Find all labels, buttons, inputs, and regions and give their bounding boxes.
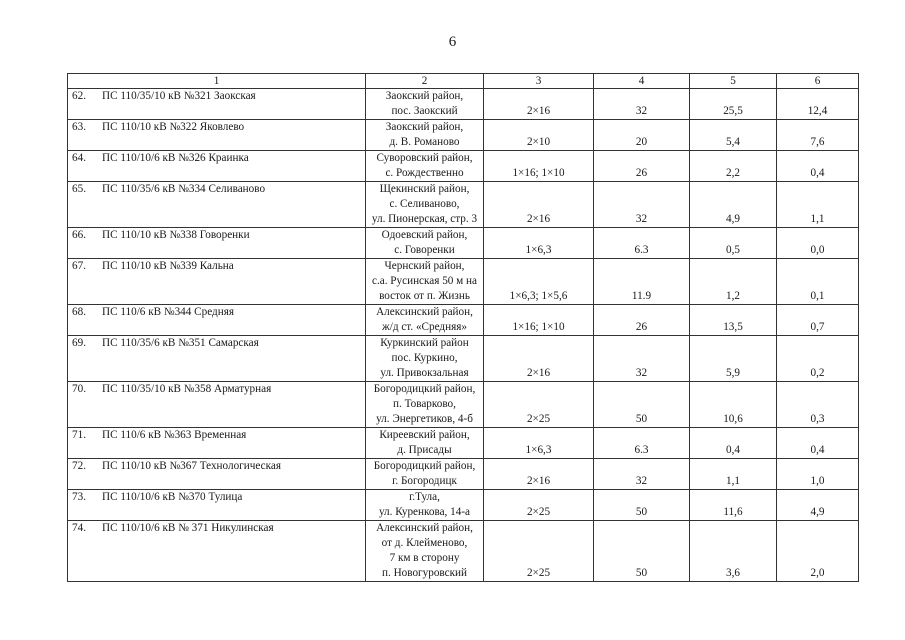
- value-cell-6: 0,3: [777, 382, 859, 428]
- table-row: [68, 428, 859, 459]
- row-number: 64.: [72, 152, 86, 164]
- location-line: ж/д ст. «Средняя»: [382, 321, 467, 333]
- location-cell: [366, 89, 484, 120]
- location-line: Алексинский район,: [376, 522, 473, 534]
- location-line: п. Новогуровский: [381, 567, 467, 579]
- value-cell-4: 26: [594, 151, 690, 182]
- location-line: с. Селиваново,: [389, 198, 460, 210]
- table-row: [68, 120, 859, 151]
- value-cell-5: 1,2: [690, 259, 777, 305]
- location-line: 7 км в сторону: [389, 552, 460, 564]
- value-cell-5: 3,6: [690, 521, 777, 582]
- location-line: д. В. Романово: [389, 136, 460, 148]
- column-header: 4: [594, 74, 690, 89]
- value-cell-4: 6.3: [594, 228, 690, 259]
- substation-name: ПС 110/6 кВ №344 Средняя: [102, 306, 234, 318]
- substation-name: ПС 110/35/6 кВ №351 Самарская: [102, 337, 259, 349]
- value-cell-3: 2×25: [484, 490, 594, 521]
- location-line: Одоевский район,: [381, 229, 468, 241]
- location-line: Богородицкий район,: [373, 460, 476, 472]
- row-number: 72.: [72, 460, 86, 472]
- location-cell: [366, 382, 484, 428]
- column-header: 5: [690, 74, 777, 89]
- table-row: [68, 521, 859, 582]
- value-cell-5: 2,2: [690, 151, 777, 182]
- value-cell-4: 32: [594, 182, 690, 228]
- location-line: пос. Куркино,: [391, 352, 458, 364]
- location-line: восток от п. Жизнь: [379, 290, 470, 302]
- table-row: [68, 151, 859, 182]
- location-cell: [366, 428, 484, 459]
- location-line: Чернский район,: [384, 260, 465, 272]
- row-number: 63.: [72, 121, 86, 133]
- value-cell-3: 2×16: [484, 336, 594, 382]
- value-cell-6: 4,9: [777, 490, 859, 521]
- column-header: 1: [68, 74, 366, 89]
- location-line: пос. Заокский: [391, 105, 458, 117]
- substation-cell: [68, 490, 366, 521]
- location-cell: [366, 228, 484, 259]
- value-cell-3: 1×16; 1×10: [484, 151, 594, 182]
- substation-name: ПС 110/6 кВ №363 Временная: [102, 429, 247, 441]
- table-row: [68, 490, 859, 521]
- substation-cell: [68, 89, 366, 120]
- value-cell-6: 0,7: [777, 305, 859, 336]
- location-cell: [366, 120, 484, 151]
- substation-name: ПС 110/10 кВ №339 Кальна: [102, 260, 234, 272]
- row-number: 66.: [72, 229, 86, 241]
- value-cell-3: 1×6,3: [484, 228, 594, 259]
- substation-name: ПС 110/35/10 кВ №321 Заокская: [102, 90, 256, 102]
- table-row: [68, 259, 859, 305]
- value-cell-5: 4,9: [690, 182, 777, 228]
- substation-cell: [68, 305, 366, 336]
- value-cell-6: 0,4: [777, 428, 859, 459]
- value-cell-4: 50: [594, 490, 690, 521]
- substation-cell: [68, 459, 366, 490]
- row-number: 70.: [72, 383, 86, 395]
- location-line: с.а. Русинская 50 м на: [371, 275, 478, 287]
- location-line: д. Присады: [397, 444, 452, 456]
- value-cell-6: 1,0: [777, 459, 859, 490]
- value-cell-3: 2×10: [484, 120, 594, 151]
- value-cell-5: 5,4: [690, 120, 777, 151]
- value-cell-4: 26: [594, 305, 690, 336]
- substation-cell: [68, 228, 366, 259]
- value-cell-6: 1,1: [777, 182, 859, 228]
- value-cell-5: 13,5: [690, 305, 777, 336]
- row-number: 65.: [72, 183, 86, 195]
- value-cell-3: 2×16: [484, 182, 594, 228]
- substation-name: ПС 110/10/6 кВ №326 Краинка: [102, 152, 249, 164]
- location-line: п. Товарково,: [393, 398, 456, 410]
- substation-cell: [68, 182, 366, 228]
- location-line: с. Говоренки: [394, 244, 455, 256]
- value-cell-4: 50: [594, 521, 690, 582]
- table-row: [68, 336, 859, 382]
- column-header: 2: [366, 74, 484, 89]
- table-row: [68, 382, 859, 428]
- location-cell: [366, 151, 484, 182]
- location-line: Куркинский район: [380, 337, 469, 349]
- row-number: 74.: [72, 522, 86, 534]
- substation-name: ПС 110/10 кВ №367 Технологическая: [102, 460, 281, 472]
- value-cell-5: 25,5: [690, 89, 777, 120]
- value-cell-5: 11,6: [690, 490, 777, 521]
- location-line: Щекинский район,: [379, 183, 470, 195]
- column-header: 3: [484, 74, 594, 89]
- table-row: [68, 89, 859, 120]
- substation-cell: [68, 428, 366, 459]
- value-cell-5: 1,1: [690, 459, 777, 490]
- column-header: 6: [777, 74, 859, 89]
- value-cell-5: 0,4: [690, 428, 777, 459]
- value-cell-4: 32: [594, 459, 690, 490]
- substation-cell: [68, 151, 366, 182]
- location-line: ул. Энергетиков, 4-б: [376, 413, 473, 425]
- location-line: г.Тула,: [409, 491, 440, 503]
- location-line: Заокский район,: [385, 121, 464, 133]
- substation-cell: [68, 521, 366, 582]
- value-cell-5: 0,5: [690, 228, 777, 259]
- value-cell-6: 0,0: [777, 228, 859, 259]
- location-line: от д. Клейменово,: [381, 537, 468, 549]
- value-cell-6: 0,2: [777, 336, 859, 382]
- value-cell-4: 32: [594, 89, 690, 120]
- value-cell-4: 32: [594, 336, 690, 382]
- page-number: 6: [448, 34, 457, 50]
- substation-name: ПС 110/10 кВ №338 Говоренки: [102, 229, 250, 241]
- location-line: ул. Привокзальная: [380, 367, 469, 379]
- location-line: ул. Куренкова, 14-а: [378, 506, 471, 518]
- table-row: [68, 305, 859, 336]
- value-cell-4: 11.9: [594, 259, 690, 305]
- value-cell-6: 0,1: [777, 259, 859, 305]
- location-cell: [366, 182, 484, 228]
- value-cell-3: 1×6,3; 1×5,6: [484, 259, 594, 305]
- table-row: [68, 459, 859, 490]
- substation-name: ПС 110/35/10 кВ №358 Арматурная: [102, 383, 272, 395]
- location-line: ул. Пионерская, стр. 3: [371, 213, 478, 225]
- value-cell-6: 2,0: [777, 521, 859, 582]
- row-number: 69.: [72, 337, 86, 349]
- table-row: [68, 182, 859, 228]
- location-cell: [366, 490, 484, 521]
- row-number: 67.: [72, 260, 86, 272]
- table-row: [68, 228, 859, 259]
- value-cell-6: 7,6: [777, 120, 859, 151]
- value-cell-3: 1×16; 1×10: [484, 305, 594, 336]
- value-cell-5: 10,6: [690, 382, 777, 428]
- value-cell-3: 2×25: [484, 382, 594, 428]
- location-line: Суворовский район,: [376, 152, 473, 164]
- value-cell-3: 1×6,3: [484, 428, 594, 459]
- substation-name: ПС 110/10/6 кВ №370 Тулица: [102, 491, 243, 503]
- value-cell-4: 20: [594, 120, 690, 151]
- row-number: 62.: [72, 90, 86, 102]
- location-cell: [366, 305, 484, 336]
- location-line: г. Богородицк: [392, 475, 457, 487]
- location-line: Киреевский район,: [379, 429, 470, 441]
- value-cell-5: 5,9: [690, 336, 777, 382]
- value-cell-3: 2×16: [484, 459, 594, 490]
- location-cell: [366, 459, 484, 490]
- row-number: 73.: [72, 491, 86, 503]
- location-cell: [366, 259, 484, 305]
- substation-name: ПС 110/35/6 кВ №334 Селиваново: [102, 183, 266, 195]
- value-cell-3: 2×25: [484, 521, 594, 582]
- substation-cell: [68, 120, 366, 151]
- value-cell-3: 2×16: [484, 89, 594, 120]
- substation-cell: [68, 336, 366, 382]
- location-line: Заокский район,: [385, 90, 464, 102]
- substation-name: ПС 110/10/6 кВ № 371 Никулинская: [102, 522, 274, 534]
- substation-name: ПС 110/10 кВ №322 Яковлево: [102, 121, 245, 133]
- value-cell-6: 12,4: [777, 89, 859, 120]
- location-line: Алексинский район,: [376, 306, 473, 318]
- substations-table: [67, 73, 859, 582]
- substation-cell: [68, 259, 366, 305]
- location-line: с. Рождественно: [385, 167, 464, 179]
- row-number: 68.: [72, 306, 86, 318]
- substation-cell: [68, 382, 366, 428]
- value-cell-6: 0,4: [777, 151, 859, 182]
- location-cell: [366, 336, 484, 382]
- location-cell: [366, 521, 484, 582]
- value-cell-4: 6.3: [594, 428, 690, 459]
- table-header-row: [68, 74, 859, 89]
- location-line: Богородицкий район,: [373, 383, 476, 395]
- row-number: 71.: [72, 429, 86, 441]
- value-cell-4: 50: [594, 382, 690, 428]
